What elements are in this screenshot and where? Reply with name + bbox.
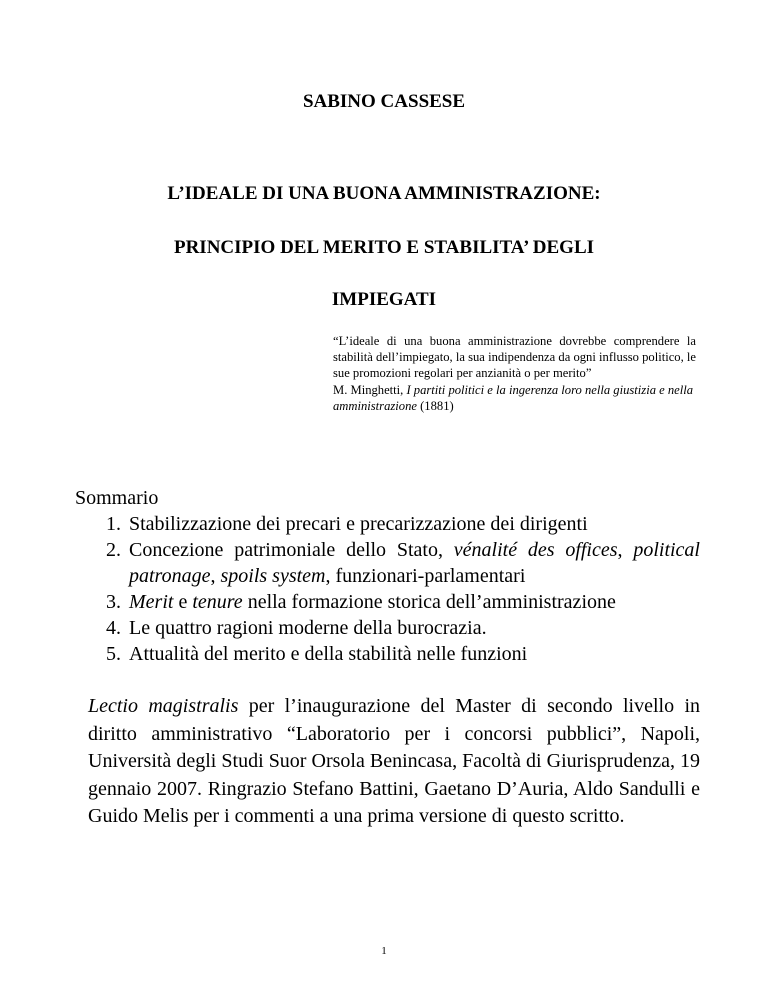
summary-item-text: , funzionari-parlamentari: [325, 565, 526, 587]
summary-item-text: nella formazione storica dell’amministrazione: [242, 591, 616, 613]
summary-item-text: ,: [617, 539, 634, 561]
lecture-note-text: per l’inaugurazione del Master di secondo livello in diritto amministrativo “Laboratorio per i concorsi pubblici”, Napoli, Università degli Studi Suor Orsola Benincasa, Facoltà di Giurisprudenza, 19 gennaio 2007. Ringrazio Stefano Battini, Gaetano D’Auria, Aldo Sandulli e Guido Melis per i commenti a una prima versione di questo scritto.: [88, 695, 700, 827]
summary-item-text: tenure: [192, 591, 243, 613]
lecture-note: [88, 693, 700, 831]
summary-item: [106, 641, 700, 667]
epigraph-cite-year: (1881): [416, 398, 454, 413]
summary-item-number: 5.: [106, 643, 121, 665]
epigraph-citation: [333, 382, 696, 414]
summary-item-text: Le quattro ragioni moderne della burocrazia.: [129, 617, 487, 639]
summary-item-number: 2.: [106, 539, 121, 561]
summary-item-text: political patronage: [129, 539, 700, 587]
summary-item: [106, 589, 700, 615]
title-line-1: L’IDEALE DI UNA BUONA AMMINISTRAZIONE:: [167, 183, 601, 204]
epigraph-cite-author: M. Minghetti,: [333, 382, 407, 397]
summary-item-number: 3.: [106, 591, 121, 613]
summary: [75, 485, 700, 667]
author-name: SABINO CASSESE: [302, 91, 466, 112]
summary-list: [75, 511, 700, 667]
lecture-note-lead: Lectio magistralis: [88, 695, 239, 717]
title-line-3: IMPIEGATI: [331, 289, 437, 310]
summary-item-text: Merit: [129, 591, 174, 613]
summary-item-text: spoils system: [220, 565, 326, 587]
summary-item-text: Concezione patrimoniale dello Stato,: [129, 539, 454, 561]
summary-item-text: e: [173, 591, 193, 613]
title-line-2: PRINCIPIO DEL MERITO E STABILITA’ DEGLI: [173, 237, 595, 258]
summary-item-text: vénalité des offices: [453, 539, 618, 561]
epigraph-quote: “L’ideale di una buona amministrazione dovrebbe comprendere la stabilità dell’impiegato, la sua indipendenza da ogni influsso politico, le sue promozioni regolari per anzianità o per merito”: [333, 334, 696, 381]
summary-item-text: Stabilizzazione dei precari e precarizzazione dei dirigenti: [129, 513, 588, 535]
summary-heading: Sommario: [75, 487, 159, 509]
summary-item-number: 4.: [106, 617, 121, 639]
summary-item: [106, 537, 700, 589]
summary-item-text: ,: [210, 565, 221, 587]
summary-item: [106, 615, 700, 641]
summary-item: [106, 511, 700, 537]
summary-item-text: Attualità del merito e della stabilità nelle funzioni: [129, 643, 528, 665]
summary-item-number: 1.: [106, 513, 121, 535]
page-number: 1: [381, 945, 387, 957]
epigraph-cite-title: I partiti politici e la ingerenza loro nella giustizia e nella amministrazione: [333, 382, 694, 413]
epigraph: [333, 333, 696, 414]
